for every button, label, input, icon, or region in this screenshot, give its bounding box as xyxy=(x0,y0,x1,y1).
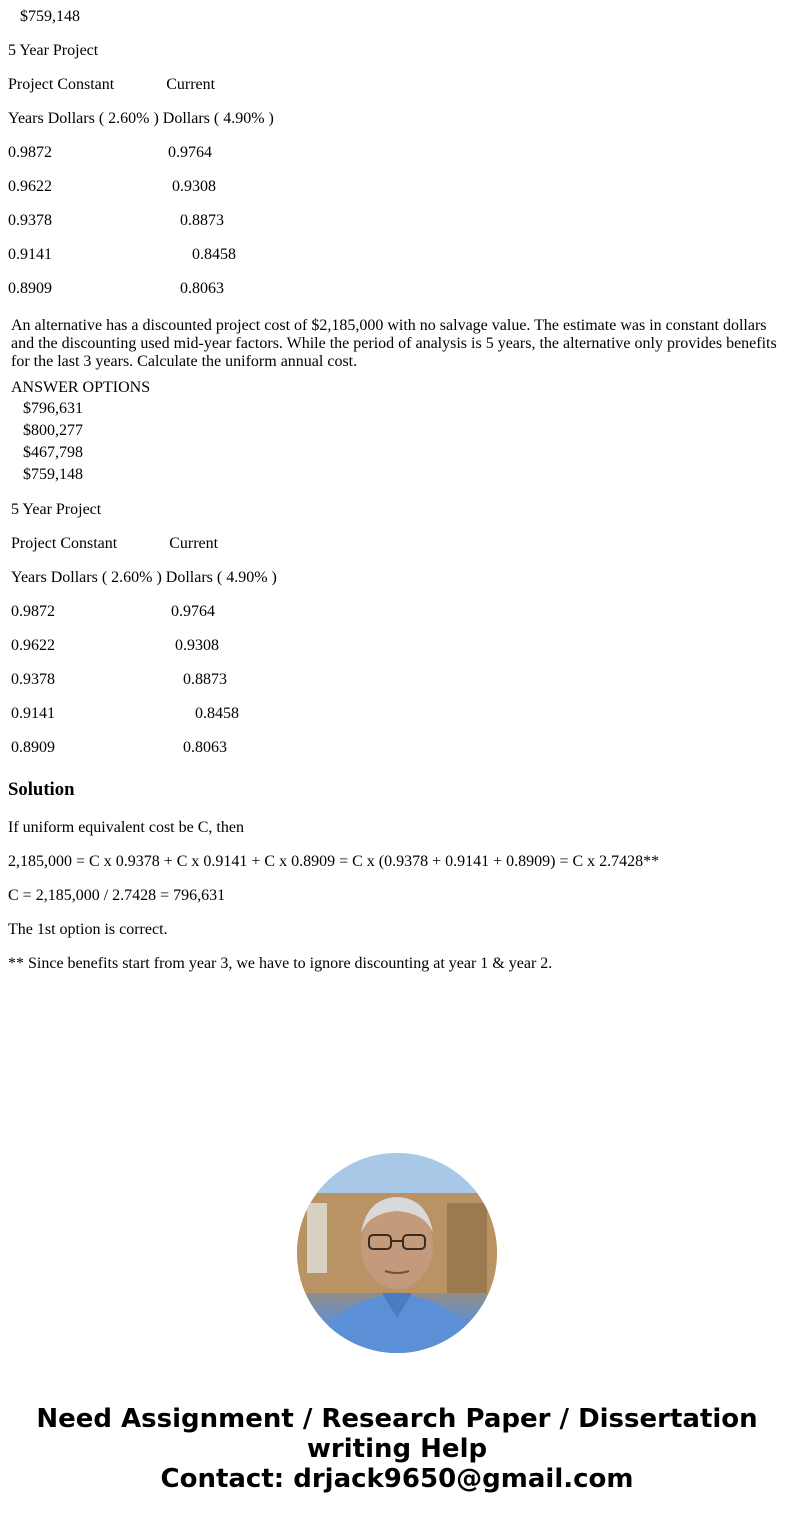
promo-line-2: writing Help xyxy=(306,1434,488,1464)
table2-current-value: 0.8063 xyxy=(183,739,227,756)
table1-constant-value: 0.8909 xyxy=(8,280,52,297)
solution-line: If uniform equivalent cost be C, then xyxy=(8,819,244,836)
answer-option-1: $796,631 xyxy=(23,400,83,417)
table2-title: 5 Year Project xyxy=(11,501,102,518)
answer-option-4: $759,148 xyxy=(23,466,83,483)
table2-header1: Project Constant Current xyxy=(11,535,219,552)
table2-current-value: 0.8458 xyxy=(195,705,239,722)
table1-title: 5 Year Project xyxy=(8,42,99,59)
table2-constant-value: 0.8909 xyxy=(11,739,55,756)
solution-line: 2,185,000 = C x 0.9378 + C x 0.9141 + C x 0.8909 = C x (0.9378 + 0.9141 + 0.8909) = C x 2.7428** xyxy=(8,853,660,870)
table1-header2: Years Dollars ( 2.60% ) Dollars ( 4.90% ) xyxy=(8,110,274,127)
solution-line: The 1st option is correct. xyxy=(8,921,168,938)
table2-current-value: 0.8873 xyxy=(183,671,227,688)
table1-constant-value: 0.9378 xyxy=(8,212,52,229)
table1-current-value: 0.9308 xyxy=(172,178,216,195)
table2-constant-value: 0.9378 xyxy=(11,671,55,688)
table1-constant-value: 0.9872 xyxy=(8,144,52,161)
answer-option-2: $800,277 xyxy=(23,422,83,439)
table1-constant-value: 0.9141 xyxy=(8,246,52,263)
question-text: An alternative has a discounted project cost of $2,185,000 with no salvage value. The estimate was in constant dollars and the discounting used mid-year factors. While the period of analysis is 5 years, the alternative only provides benefits for the last 3 years. Calculate the uniform annual cost. xyxy=(11,317,777,370)
table1-current-value: 0.8458 xyxy=(192,246,236,263)
table1-constant-value: 0.9622 xyxy=(8,178,52,195)
table2-header2: Years Dollars ( 2.60% ) Dollars ( 4.90% ) xyxy=(11,569,277,586)
solution-line: ** Since benefits start from year 3, we have to ignore discounting at year 1 & year 2. xyxy=(8,955,553,972)
promo-line-1: Need Assignment / Research Paper / Dissertation xyxy=(36,1404,758,1434)
answer-options-label: ANSWER OPTIONS xyxy=(11,379,151,396)
table1-current-value: 0.8873 xyxy=(180,212,224,229)
table2-constant-value: 0.9872 xyxy=(11,603,55,620)
solution-line: C = 2,185,000 / 2.7428 = 796,631 xyxy=(8,887,226,904)
solution-heading: Solution xyxy=(8,779,75,800)
author-avatar xyxy=(297,1153,497,1353)
table1-current-value: 0.9764 xyxy=(168,144,212,161)
promo-footer xyxy=(0,1404,794,1494)
person-portrait-icon xyxy=(297,1153,497,1353)
table2-constant-value: 0.9622 xyxy=(11,637,55,654)
table2-constant-value: 0.9141 xyxy=(11,705,55,722)
top-answer-option: $759,148 xyxy=(20,8,80,25)
table2-current-value: 0.9308 xyxy=(175,637,219,654)
table1-current-value: 0.8063 xyxy=(180,280,224,297)
table1-header1: Project Constant Current xyxy=(8,76,216,93)
table2-current-value: 0.9764 xyxy=(171,603,215,620)
answer-option-3: $467,798 xyxy=(23,444,83,461)
promo-contact: Contact: drjack9650@gmail.com xyxy=(160,1464,634,1494)
